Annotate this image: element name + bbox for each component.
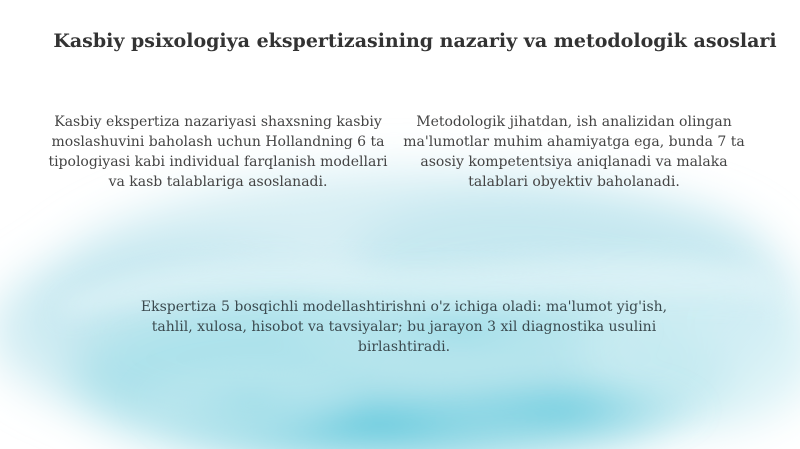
slide-title: Kasbiy psixologiya ekspertizasining nazariy va metodologik asoslari [53,30,777,52]
process-paragraph: Ekspertiza 5 bosqichli modellashtirishni o'z ichiga oladi: ma'lumot yig'ish, tahlil, xulosa, hisobot va tavsiyalar; bu jarayon 3 xil diagnostika usulini birlashtiradi. [140,299,668,355]
methodology-paragraph: Metodologik jihatdan, ish analizidan olingan ma'lumotlar muhim ahamiyatga ega, bunda 7 ta asosiy kompetentsiya aniqlanadi va malaka talablari obyektiv baholanadi. [403,114,745,190]
theory-paragraph: Kasbiy ekspertiza nazariyasi shaxsning kasbiy moslashuvini baholash uchun Hollandning 6 ta tipologiyasi kabi individual farqlanish modellari va kasb talablariga asoslanadi. [48,114,388,190]
